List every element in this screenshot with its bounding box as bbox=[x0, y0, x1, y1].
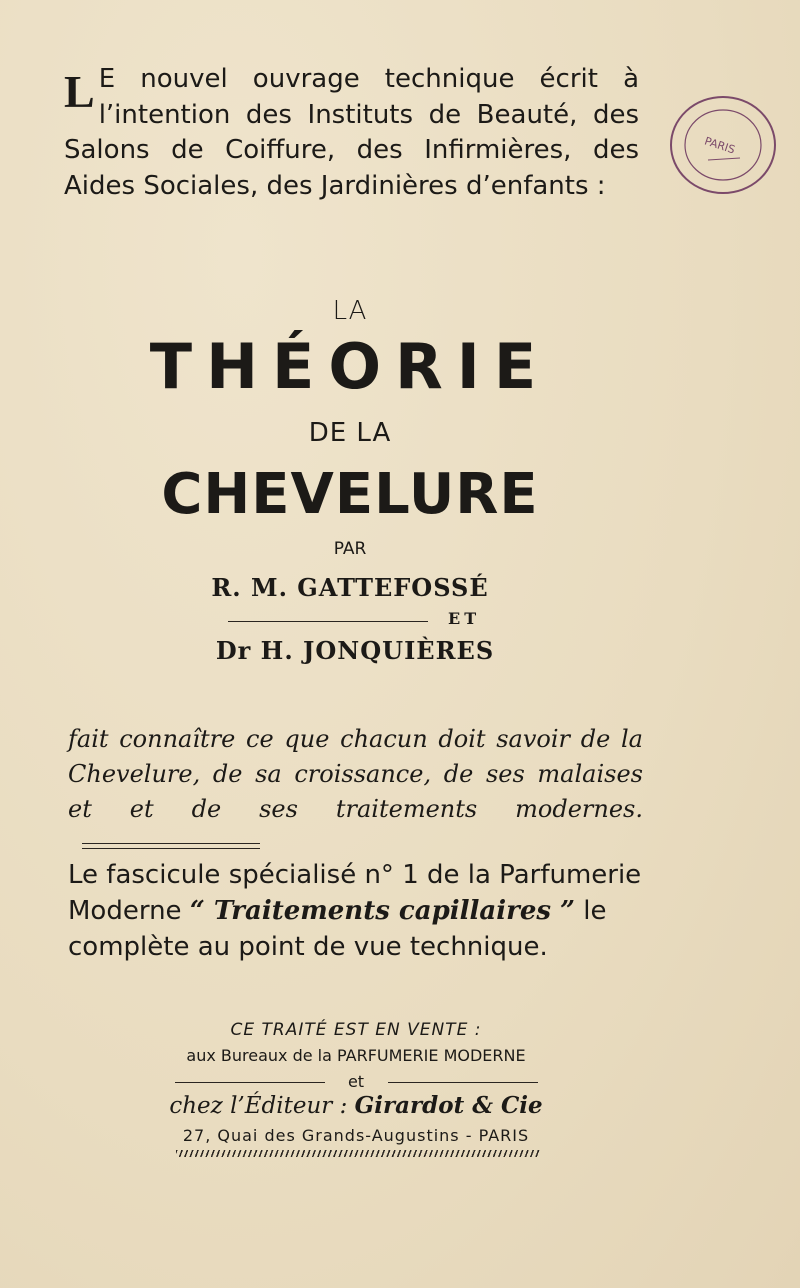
library-stamp-icon bbox=[668, 90, 778, 200]
fascicule-paragraph bbox=[68, 857, 648, 965]
stamp-text: PARIS bbox=[702, 134, 737, 157]
author-divider bbox=[228, 621, 428, 622]
sale-rule-right bbox=[388, 1082, 538, 1083]
description-text: fait connaître ce que chacun doit savoir de la Chevelure, de sa croissance, de ses malaises et et de ses traitements modernes. bbox=[68, 725, 643, 823]
author-2-prefix: Dr bbox=[215, 636, 252, 665]
sale-publisher: Girardot & Cie bbox=[354, 1092, 543, 1119]
author-2-name: H. JONQUIÈRES bbox=[260, 636, 495, 665]
and-label: ET bbox=[448, 609, 481, 628]
fascicule-after: le complète au point de vue technique. bbox=[68, 896, 607, 962]
fascicule-before: Le fascicule spécialisé n° 1 de la Parfumerie Moderne bbox=[68, 860, 642, 926]
author-2 bbox=[0, 636, 710, 665]
title-theorie: THÉORIE bbox=[149, 330, 551, 403]
intro-text: E nouvel ouvrage technique écrit à l’intention des Instituts de Beauté, des Salons de Coiffure, des Infirmières, des Aides Sociales, des Jardinières d’enfants : bbox=[64, 64, 639, 201]
by-label: PAR bbox=[333, 539, 367, 559]
title-la: LA bbox=[332, 296, 368, 326]
hatch-divider bbox=[176, 1150, 540, 1157]
title-chevelure: CHEVELURE bbox=[161, 462, 539, 527]
description-paragraph bbox=[68, 722, 643, 862]
sale-line-3: et bbox=[347, 1072, 365, 1091]
sale-publisher-prefix: chez l’Éditeur : bbox=[169, 1093, 355, 1119]
description-rule bbox=[82, 843, 260, 849]
sale-line-1: CE TRAITÉ EST EN VENTE : bbox=[230, 1020, 482, 1040]
sale-line-4 bbox=[0, 1092, 712, 1119]
author-1: R. M. GATTEFOSSÉ bbox=[211, 573, 489, 602]
intro-paragraph bbox=[64, 62, 639, 204]
drop-cap: L bbox=[64, 66, 95, 117]
fascicule-emphasis: “ Traitements capillaires ” bbox=[189, 896, 576, 926]
sale-address: 27, Quai des Grands-Augustins - PARIS bbox=[182, 1126, 530, 1145]
sale-line-2: aux Bureaux de la PARFUMERIE MODERNE bbox=[186, 1046, 526, 1065]
title-de-la: DE LA bbox=[308, 418, 392, 448]
